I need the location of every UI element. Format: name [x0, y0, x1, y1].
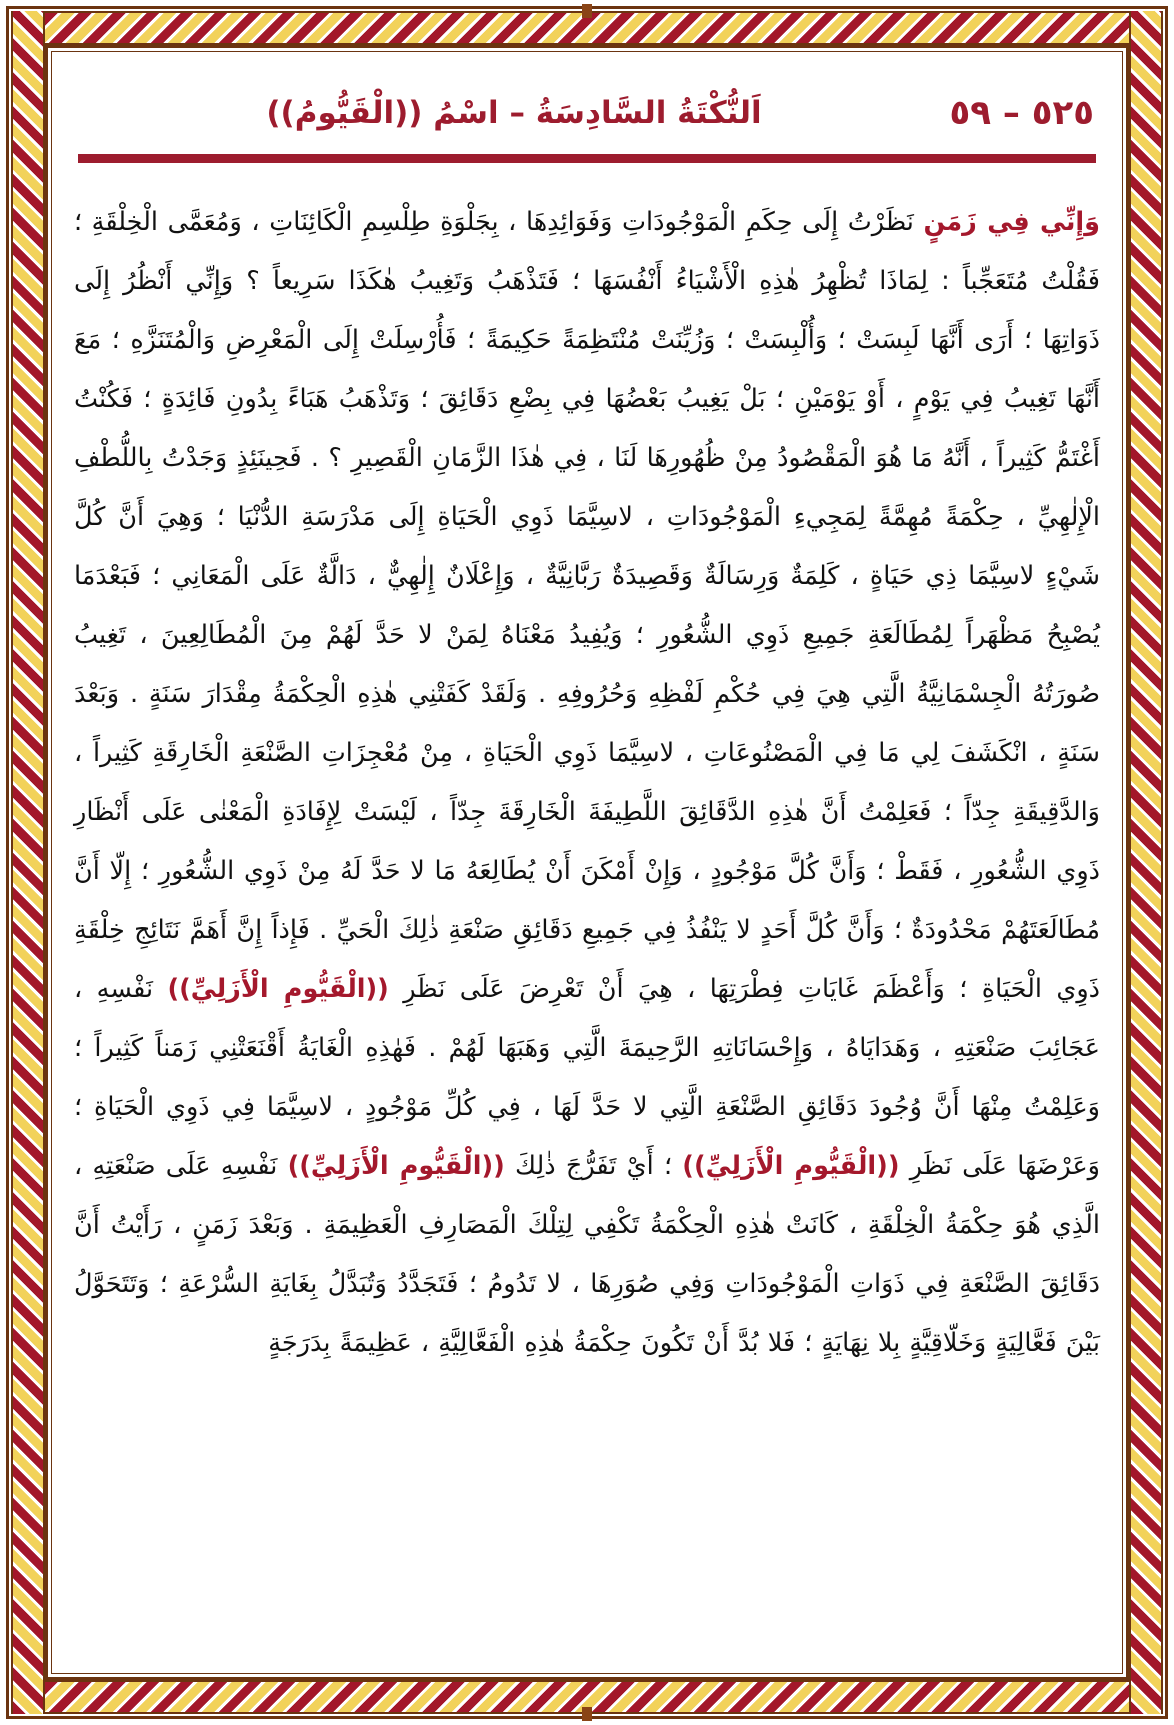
- page-header: [74, 74, 1100, 152]
- paragraph-segment-c: نَفْسِهِ ، عَجَائِبَ صَنْعَتِهِ ، وَهَدَايَاهُ ، وَإِحْسَانَاتِهِ الرَّحِيمَةَ الَّتِي وَهَبَهَا لَهُمْ . فَهٰذِهِ الْغَايَةُ أَقْنَعَتْنِي زَمَناً كَثِيراً ؛ وَعَلِمْتُ مِنْهَا أَنَّ وُجُودَ دَقَائِقِ الصَّنْعَةِ الَّتِي لا حَدَّ لَهَا ، فِي كُلِّ مَوْجُودٍ ، لاسِيَّمَا فِي ذَوِي الْحَيَاةِ ؛ وَعَرْضَهَا عَلَى نَظَرِ: [74, 974, 1100, 1181]
- header-divider-rule: [78, 154, 1096, 163]
- page-content: [60, 60, 1114, 1665]
- paragraph-segment-a: نَظَرْتُ إِلَى حِكَمِ الْمَوْجُودَاتِ وَفَوَائِدِهَا ، بِجَلْوَةِ طِلْسِمِ الْكَائِنَاتِ ، وَمُعَمَّى الْخِلْقَةِ ؛ فَقُلْتُ مُتَعَجِّباً : لِمَاذَا تُظْهِرُ هٰذِهِ الْأَشْيَاءُ أَنْفُسَهَا ؛ فَتَذْهَبُ وَتَغِيبُ هٰكَذَا سَرِيعاً ؟ وَإِنِّي أَنْظُرُ إِلَى ذَوَاتِهَا ؛ أَرَى أَنَّهَا لَبِسَتْ ؛ وَأُلْبِسَتْ ؛ وَزُيِّنَتْ مُنْتَظِمَةً حَكِيمَةً ؛ فَأُرْسِلَتْ إِلَى الْمَعْرِضِ وَالْمُتَنَزَّهِ ؛ مَعَ أَنَّهَا تَغِيبُ فِي يَوْمٍ ، أَوْ يَوْمَيْنِ ؛ بَلْ يَغِيبُ بَعْضُهَا فِي بِضْعِ دَقَائِقَ ؛ وَتَذْهَبُ هَبَاءً بِدُونِ فَائِدَةٍ ؛ فَكُنْتُ أَغْتَمُّ كَثِيراً ، أَنَّهُ مَا هُوَ الْمَقْصُودُ مِنْ ظُهُورِهَا لَنَا ، فِي هٰذَا الزَّمَانِ الْقَصِيرِ ؟ . فَحِينَئِذٍ وَجَدْتُ بِاللُّطْفِ الْإِلٰهِيِّ ، حِكْمَةً مُهِمَّةً لِمَجِيءِ الْمَوْجُودَاتِ ، لاسِيَّمَا ذَوِي الْحَيَاةِ إِلَى مَدْرَسَةِ الدُّنْيَا ؛ وَهِيَ أَنَّ كُلَّ شَيْءٍ لاسِيَّمَا ذِي حَيَاةٍ ، كَلِمَةٌ وَرِسَالَةٌ وَقَصِيدَةٌ رَبَّانِيَّةٌ ، وَإِعْلَانٌ إِلٰهِيٌّ ، دَالَّةٌ عَلَى الْمَعَانِي ؛ فَبَعْدَمَا يُصْبِحُ مَظْهَراً لِمُطَالَعَةِ جَمِيعِ ذَوِي الشُّعُورِ ؛ وَيُفِيدُ مَعْنَاهُ لِمَنْ لا حَدَّ لَهُمْ مِنَ الْمُطَالِعِينَ ، تَغِيبُ صُورَتُهُ الْجِسْمَانِيَّةُ الَّتِي هِيَ فِي حُكْمِ لَفْظِهِ وَحُرُوفِهِ . وَلَقَدْ كَفَتْنِي هٰذِهِ الْحِكْمَةُ مِقْدَارَ سَنَةٍ .: [74, 207, 1101, 709]
- ornamental-border-left: [11, 11, 45, 1714]
- opening-phrase: وَإِنِّي فِي زَمَنٍ: [923, 207, 1100, 237]
- highlight-qayyum-3: ((الْقَيُّومِ الْأَزَلِيِّ)): [287, 1151, 505, 1181]
- border-center-pip-top: [582, 4, 592, 18]
- page-number: ٥٢٥ – ٥٩: [949, 93, 1094, 133]
- main-paragraph: [74, 193, 1100, 1373]
- ornamental-border-right: [1129, 11, 1163, 1714]
- highlight-qayyum-2: ((الْقَيُّومِ الْأَزَلِيِّ)): [682, 1151, 900, 1181]
- paragraph-segment-b: وَبَعْدَ سَنَةٍ ، انْكَشَفَ لِي مَا فِي الْمَصْنُوعَاتِ ، لاسِيَّمَا ذَوِي الْحَيَاةِ ، مِنْ مُعْجِزَاتِ الصَّنْعَةِ الْخَارِقَةِ كَثِيراً ، وَالدَّقِيقَةِ جِدّاً ؛ فَعَلِمْتُ أَنَّ هٰذِهِ الدَّقَائِقَ اللَّطِيفَةَ الْخَارِقَةَ جِدّاً ، لَيْسَتْ لِإِفَادَةِ الْمَعْنٰى عَلَى أَنْظَارِ ذَوِي الشُّعُورِ ، فَقَطْ ؛ وَأَنَّ كُلَّ مَوْجُودٍ ، وَإِنْ أَمْكَنَ أَنْ يُطَالِعَهُ مَا لا حَدَّ لَهُ مِنْ ذَوِي الشُّعُورِ ؛ إِلّا أَنَّ مُطَالَعَتَهُمْ مَحْدُودَةٌ ؛ وَأَنَّ كُلَّ أَحَدٍ لا يَنْفُذُ فِي جَمِيعِ دَقَائِقِ صَنْعَةِ ذٰلِكَ الْحَيِّ . فَإِذاً إِنَّ أَهَمَّ نَتَائِجِ خِلْقَةِ ذَوِي الْحَيَاةِ ؛ وَأَعْظَمَ غَايَاتِ فِطْرَتِهَا ، هِيَ أَنْ تَعْرِضَ عَلَى نَظَرِ: [74, 679, 1100, 1004]
- body-text: [74, 193, 1100, 1373]
- paragraph-segment-e: نَفْسِهِ عَلَى صَنْعَتِهِ ، الَّذِي هُوَ حِكْمَةُ الْخِلْقَةِ ، كَانَتْ هٰذِهِ الْحِكْمَةُ تَكْفِي لِتِلْكَ الْمَصَارِفِ الْعَظِيمَةِ . وَبَعْدَ زَمَنٍ ، رَأَيْتُ أَنَّ دَقَائِقَ الصَّنْعَةِ فِي ذَوَاتِ الْمَوْجُودَاتِ وَفِي صُوَرِهَا ، لا تَدُومُ ؛ فَتَجَدَّدُ وَتُبَدَّلُ بِغَايَةِ السُّرْعَةِ ؛ وَتَتَحَوَّلُ بَيْنَ فَعَّالِيَةٍ وَخَلّاقِيَّةٍ بِلا نِهَايَةٍ ؛ فَلا بُدَّ أَنْ تَكُونَ حِكْمَةُ هٰذِهِ الْفَعَّالِيَّةِ ، عَظِيمَةً بِدَرَجَةٍ: [74, 1151, 1100, 1358]
- page-title: اَلنُّكْتَةُ السَّادِسَةُ – اسْمُ ((الْقَيُّومُ)): [266, 95, 762, 131]
- paragraph-segment-d: ؛ أَيْ تَفَرُّجَ ذٰلِكَ: [504, 1151, 683, 1181]
- border-center-pip-bottom: [582, 1707, 592, 1721]
- highlight-qayyum-1: ((الْقَيُّومِ الْأَزَلِيِّ)): [167, 974, 389, 1004]
